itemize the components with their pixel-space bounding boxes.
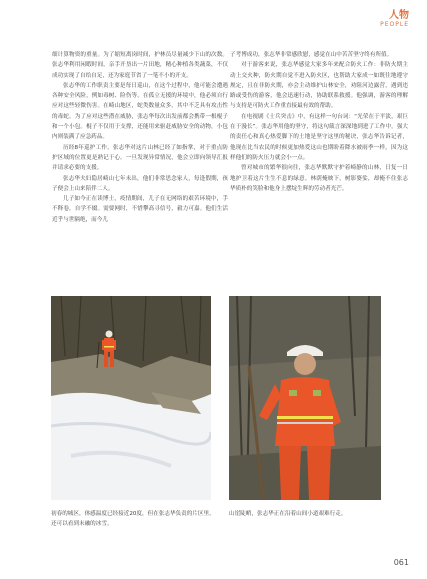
ranger-portrait-photo — [229, 296, 381, 500]
photo-caption-right: 山崖陡峭，张志华正在沿着山间小道艰难行走。 — [229, 511, 347, 517]
section-title-en: PEOPLE — [380, 21, 409, 28]
paragraph: 在电视剧《士兵突击》中，有这样一句台词：“光荣在于平淡，艰巨在于漫长”。张志华用他的坚守，将这句箴言深深地到进了工作中。强大的责任心和真心热爱脚下的土地是坚守这里的秘诀，张志华告诉记者，他现在比当农民的时候更加热爱这山也期盼着降水被雨季一样，因为这样他们的防火压力就会小一点。 — [230, 113, 408, 161]
paragraph: 细计算物资的重量。为了缩短离岗时间，护林员尽量减少下山的次数。张志华利用闲暇时间，亲手开垦出一片田地，精心种植各类蔬菜，不仅成功实现了自给自足，还为家庭节省了一笔不小的开支。 — [52, 52, 228, 79]
photo-ranger-snow — [51, 296, 211, 500]
page-number: 061 — [393, 558, 409, 567]
paragraph: 儿子如今正在读博士，疫情期间，儿子在无网络的艰苦环境中，手不释卷，自学不辍。需要网时，不惜攀高寻信号，毅力可嘉。他们生活近乎与世隔绝，而今儿 — [52, 196, 228, 223]
paragraph: 张志华夫妇隐居崎山七年未出，他们非常思念家人，每逢假期，孩子便会上山来陪伴二人。 — [52, 175, 228, 192]
section-title: 人物 — [389, 10, 409, 21]
ranger-in-snow-photo — [51, 296, 211, 500]
text-column-right — [230, 50, 408, 194]
paragraph: 张志华的工作职责主要是每日巡山，在这个过程中，他可能会遭遇各种安全风险，例如毒树、险伤等。在孤立无援的环境中，他必须自行应对这些轻微伤害。在崎山地区，蛇类数量众多，其中不乏具有攻击性的毒蛇。为了应对这些潜在威胁，张志华每次出发前都会携带一根棍子和一个小包。棍子不仅用于支撑，还能用来驱赶威胁安全的动物，小包内则装满了应急药品。 — [52, 82, 228, 141]
paragraph: 曾对城市的繁华很向往，张志华默默守护着崎静的山林，日复一日地护卫着这片生生不息的绿意。林荫掩映下，树影婆娑，却掩不住张志华质朴的笑脸和他身上摆绽生辉的劳动者光芒。 — [230, 165, 408, 192]
page-header — [380, 10, 409, 28]
photo-caption-left: 初春的城区，体感温度已经接近20度，但在张志华负责的片区里，还可以看到未融的冰雪。 — [51, 511, 215, 527]
paragraph: 子考博成功，张志华非常感欣慰，感觉在山中苦苦坚守终有所值。 — [230, 52, 393, 58]
paragraph: 历经8年巡护工作，张志华对这片山林已经了如指掌，对于重点防护区域的位置更是熟记于心。一旦发现异常情况，他会立即向领导汇报并请求必要的支援。 — [52, 144, 228, 172]
photo-ranger-portrait — [229, 296, 381, 500]
text-column-left — [52, 50, 228, 225]
paragraph: 对于游客来说，张志华感觉大家多年来配合防火工作：非防火期主动上交火种，防火期自觉不进入防火区，也帮助大家成一如既往地遵守规定，且在非防火期，亦会主动维护山林安全，劝阻河边露营，遇到违路或受伤的游客，他会迅速行动，协助联系救援。他强调，游客的理解与支持是可防火工作重直接最有效的帮助。 — [230, 62, 408, 110]
